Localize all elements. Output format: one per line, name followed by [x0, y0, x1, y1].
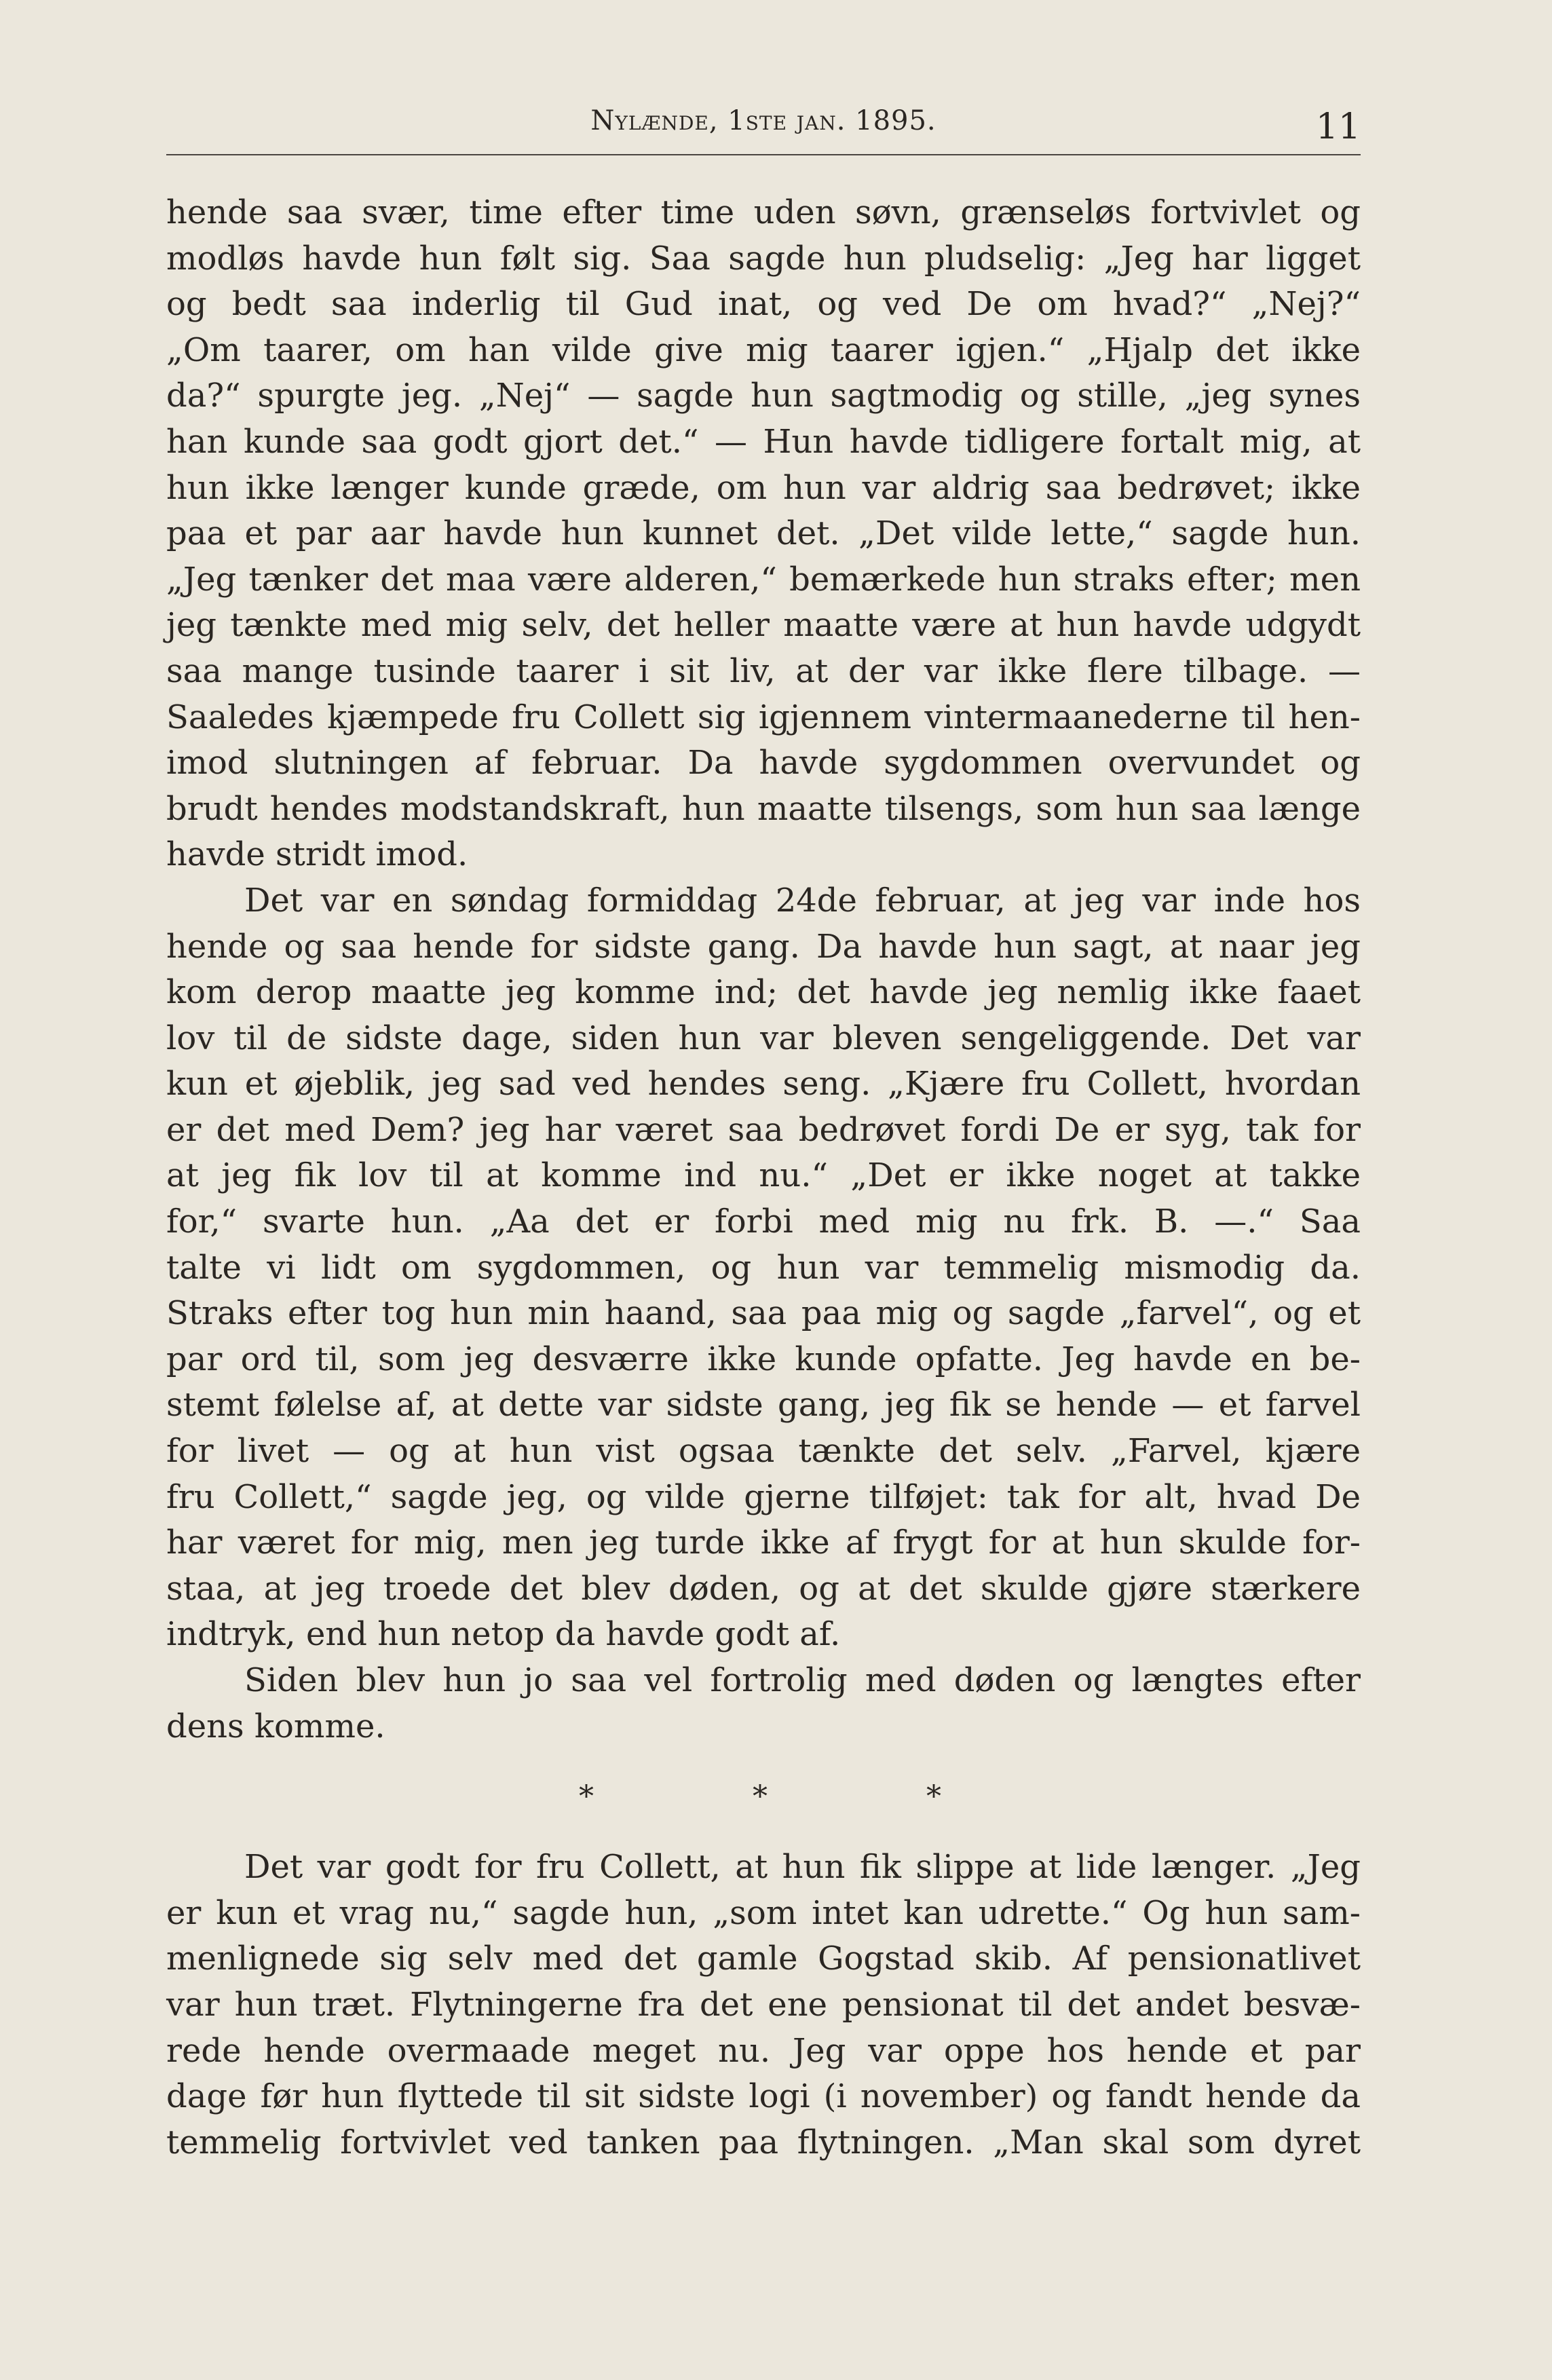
text-line: han kunde saa godt gjort det.“ — Hun havde tidligere fortalt mig, at [166, 422, 1361, 461]
text-line: „Jeg tænker det maa være alderen,“ bemærkede hun straks efter; men [166, 560, 1361, 599]
text-line: havde stridt imod. [166, 835, 468, 874]
text-line: imod slutningen af februar. Da havde sygdommen overvundet og [166, 744, 1361, 782]
running-head-title: Nylænde, 1ste jan. 1895. [590, 105, 936, 136]
text-line: for,“ svarte hun. „Aa det er forbi med mig nu frk. B. —.“ Saa [166, 1203, 1361, 1241]
text-line: er kun et vrag nu,“ sagde hun, „som intet kan udrette.“ Og hun sam- [166, 1893, 1361, 1932]
text-line: at jeg fik lov til at komme ind nu.“ „Det er ikke noget at takke [166, 1156, 1361, 1195]
text-line: Det var godt for fru Collett, at hun fik slippe at lide længer. „Jeg [244, 1848, 1361, 1887]
text-line: kom derop maatte jeg komme ind; det havde jeg nemlig ikke faaet [166, 973, 1361, 1012]
text-line: jeg tænkte med mig selv, det heller maatte være at hun havde udgydt [166, 606, 1361, 645]
asterisk-separator: * * * [579, 1779, 941, 1815]
text-line: kun et øjeblik, jeg sad ved hendes seng. „Kjære fru Collett, hvordan [166, 1065, 1361, 1103]
text-line: da?“ spurgte jeg. „Nej“ — sagde hun sagtmodig og stille, „jeg synes [166, 377, 1361, 415]
text-line: talte vi lidt om sygdommen, og hun var temmelig mismodig da. [166, 1248, 1361, 1287]
text-line: hende saa svær, time efter time uden søvn, grænseløs fortvivlet og [166, 193, 1361, 231]
text-line: dage før hun flyttede til sit sidste logi (i november) og fandt hende da [166, 2077, 1361, 2116]
text-line: Straks efter tog hun min haand, saa paa mig og sagde „farvel“, og et [166, 1294, 1361, 1333]
text-line: Saaledes kjæmpede fru Collett sig igjennem vintermaanederne til hen- [166, 698, 1361, 736]
text-line: modløs havde hun følt sig. Saa sagde hun pludselig: „Jeg har ligget [166, 239, 1361, 278]
section-separator [166, 1750, 1361, 1845]
text-line: lov til de sidste dage, siden hun var bleven sengeliggende. Det var [166, 1019, 1361, 1057]
text-line: menlignede sig selv med det gamle Gogstad skib. Af pensionatlivet [166, 1940, 1361, 1978]
text-line: staa, at jeg troede det blev døden, og at det skulde gjøre stærkere [166, 1569, 1361, 1608]
text-line: Det var en søndag formiddag 24de februar, at jeg var inde hos [244, 881, 1361, 920]
text-line: var hun træt. Flytningerne fra det ene pensionat til det andet besvæ- [166, 1985, 1361, 2024]
text-line: for livet — og at hun vist ogsaa tænkte det selv. „Farvel, kjære [166, 1432, 1361, 1471]
text-line: er det med Dem? jeg har været saa bedrøvet fordi De er syg, tak for [166, 1110, 1361, 1149]
text-line: paa et par aar havde hun kunnet det. „Det vilde lette,“ sagde hun. [166, 514, 1361, 553]
text-line: Siden blev hun jo saa vel fortrolig med døden og længtes efter [244, 1661, 1361, 1699]
text-line: hende og saa hende for sidste gang. Da havde hun sagt, at naar jeg [166, 927, 1361, 966]
text-line: stemt følelse af, at dette var sidste gang, jeg fik se hende — et farvel [166, 1386, 1361, 1424]
paragraph [166, 190, 1361, 878]
text-line: rede hende overmaade meget nu. Jeg var oppe hos hende et par [166, 2031, 1361, 2070]
text-line: hun ikke længer kunde græde, om hun var aldrig saa bedrøvet; ikke [166, 468, 1361, 507]
text-line: indtryk, end hun netop da havde godt af. [166, 1615, 841, 1654]
text-line: „Om taarer, om han vilde give mig taarer igjen.“ „Hjalp det ikke [166, 330, 1361, 369]
body-text [166, 190, 1361, 2166]
text-line: saa mange tusinde taarer i sit liv, at der var ikke flere tilbage. — [166, 651, 1361, 690]
text-line: temmelig fortvivlet ved tanken paa flytningen. „Man skal som dyret [166, 2123, 1361, 2161]
text-line: par ord til, som jeg desværre ikke kunde opfatte. Jeg havde en be- [166, 1340, 1361, 1378]
running-head [166, 98, 1361, 155]
page-number: 11 [1315, 107, 1361, 147]
text-line: har været for mig, men jeg turde ikke af frygt for at hun skulde for- [166, 1524, 1361, 1562]
text-line: og bedt saa inderlig til Gud inat, og ved De om hvad?“ „Nej?“ [166, 285, 1361, 324]
paragraph [166, 878, 1361, 1658]
text-line: dens komme. [166, 1707, 385, 1745]
text-line: fru Collett,“ sagde jeg, og vilde gjerne tilføjet: tak for alt, hvad De [166, 1477, 1361, 1516]
text-line: brudt hendes modstandskraft, hun maatte tilsengs, som hun saa længe [166, 789, 1361, 828]
paragraph [166, 1845, 1361, 2166]
paragraph [166, 1658, 1361, 1750]
